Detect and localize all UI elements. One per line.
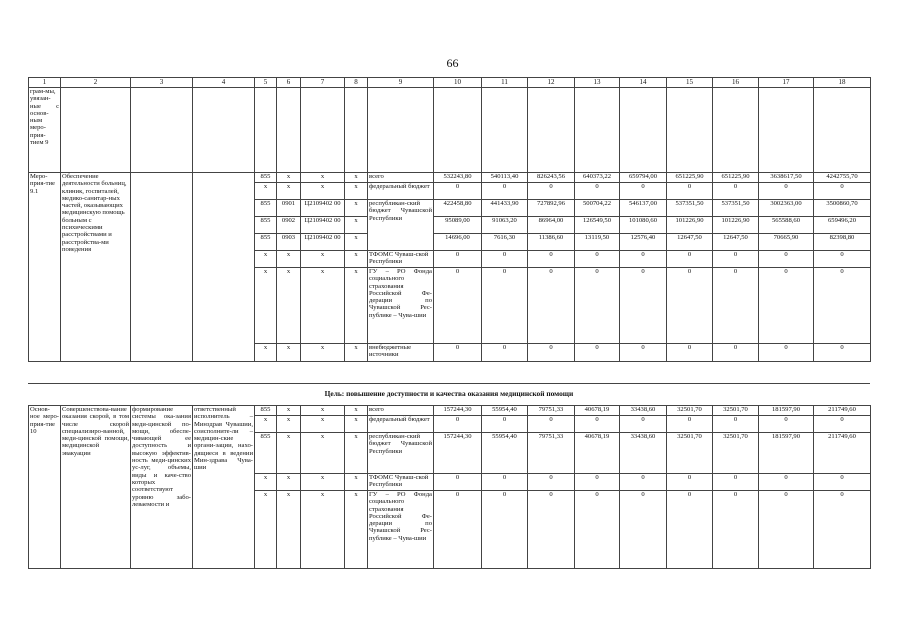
amount-cell: 0 xyxy=(528,474,575,491)
amount-cell: 0 xyxy=(575,268,620,344)
amount-cell: 0 xyxy=(713,416,759,433)
amount-cell: 11386,60 xyxy=(528,234,575,251)
amount-cell: 0 xyxy=(814,491,871,569)
col-num: 7 xyxy=(301,78,345,88)
expense-type-cell: х xyxy=(345,406,368,416)
funding-source: внебюджетные источники xyxy=(368,344,434,362)
amount-cell: 0 xyxy=(667,491,713,569)
expense-type-cell: х xyxy=(345,183,368,200)
event-description: Обеспечение деятельности больниц, клиник, госпиталей, медико-санитар-ных частей, оказывающих медицинскую помощь больным с психическими расстройствами и расстройства-ми поведения xyxy=(61,173,131,362)
amount-cell: 640373,22 xyxy=(575,173,620,183)
col-num: 5 xyxy=(255,78,277,88)
col-num: 11 xyxy=(482,78,528,88)
section-code-cell: 0902 xyxy=(277,217,301,234)
amount-cell: 0 xyxy=(713,268,759,344)
amount-cell: 0 xyxy=(528,268,575,344)
table-row xyxy=(29,173,871,183)
funding-source: ТФОМС Чуваш-ской Республики xyxy=(368,474,434,491)
amount-cell: 12647,50 xyxy=(713,234,759,251)
event-executors: ответственный исполнитель – Минздрав Чувашии, соисполните-ли – медицин-ские органи-зации, нахо-дящиеся в ведении Мин-здрава Чува-шии xyxy=(193,406,255,569)
budget-code-cell: 855 xyxy=(255,433,277,474)
amount-cell: 14696,00 xyxy=(434,234,482,251)
amount-cell: 0 xyxy=(528,251,575,268)
amount-cell: 0 xyxy=(759,251,814,268)
funding-source: федеральный бюджет xyxy=(368,183,434,200)
amount-cell: 0 xyxy=(482,251,528,268)
amount-cell: 0 xyxy=(759,416,814,433)
amount-cell: 13119,50 xyxy=(575,234,620,251)
amount-cell: 95089,00 xyxy=(434,217,482,234)
expense-type-cell: х xyxy=(345,251,368,268)
amount-cell: 91063,20 xyxy=(482,217,528,234)
amount-cell: 0 xyxy=(814,474,871,491)
goal-heading: Цель: повышение доступности и качества оказания медицинской помощи xyxy=(28,383,870,406)
target-article-cell: х xyxy=(301,416,345,433)
amount-cell: 0 xyxy=(434,416,482,433)
amount-cell: 0 xyxy=(434,251,482,268)
budget-code-cell: 855 xyxy=(255,173,277,183)
amount-cell: 540113,40 xyxy=(482,173,528,183)
amount-cell: 0 xyxy=(814,268,871,344)
funding-source: всего xyxy=(368,406,434,416)
amount-cell: 101080,60 xyxy=(620,217,667,234)
amount-cell: 565588,60 xyxy=(759,217,814,234)
expense-type-cell: х xyxy=(345,474,368,491)
section-code-cell: х xyxy=(277,183,301,200)
target-article-cell: х xyxy=(301,268,345,344)
amount-cell: 0 xyxy=(620,268,667,344)
col-num: 12 xyxy=(528,78,575,88)
expense-type-cell: х xyxy=(345,173,368,183)
section-code-cell: х xyxy=(277,251,301,268)
amount-cell: 55954,40 xyxy=(482,433,528,474)
event-code: Основ-ное меро-прия-тие 10 xyxy=(29,406,61,569)
amount-cell: 0 xyxy=(713,474,759,491)
amount-cell: 500704,22 xyxy=(575,200,620,217)
program-table-top xyxy=(28,77,871,362)
expense-type-cell: х xyxy=(345,433,368,474)
amount-cell: 0 xyxy=(482,491,528,569)
budget-code-cell: 855 xyxy=(255,217,277,234)
amount-cell: 0 xyxy=(434,183,482,200)
amount-cell: 651225,90 xyxy=(713,173,759,183)
budget-code-cell: 855 xyxy=(255,234,277,251)
amount-cell: 0 xyxy=(575,183,620,200)
amount-cell: 532243,80 xyxy=(434,173,482,183)
budget-code-cell: х xyxy=(255,183,277,200)
amount-cell: 0 xyxy=(482,344,528,362)
amount-cell: 0 xyxy=(667,183,713,200)
amount-cell: 181597,90 xyxy=(759,433,814,474)
expense-type-cell: х xyxy=(345,234,368,251)
amount-cell: 211749,60 xyxy=(814,406,871,416)
funding-source: всего xyxy=(368,173,434,183)
amount-cell: 40678,19 xyxy=(575,433,620,474)
target-article-cell: х xyxy=(301,173,345,183)
amount-cell: 32501,70 xyxy=(713,433,759,474)
amount-cell: 422458,80 xyxy=(434,200,482,217)
target-article-cell: х xyxy=(301,251,345,268)
amount-cell: 0 xyxy=(814,344,871,362)
section-code-cell: х xyxy=(277,173,301,183)
amount-cell: 0 xyxy=(575,251,620,268)
funding-source: республикан-ский бюджет Чувашской Республики xyxy=(368,433,434,474)
funding-source: ГУ – РО Фонда социального страхования Российской Фе-дерации по Чувашской Рес-публике – Чува-шии xyxy=(368,268,434,344)
expense-type-cell: х xyxy=(345,416,368,433)
section-code-cell: х xyxy=(277,433,301,474)
amount-cell: 0 xyxy=(434,491,482,569)
amount-cell: 0 xyxy=(713,183,759,200)
amount-cell: 0 xyxy=(434,344,482,362)
amount-cell: 79751,33 xyxy=(528,433,575,474)
budget-code-cell: х xyxy=(255,251,277,268)
budget-code-cell: 855 xyxy=(255,200,277,217)
amount-cell: 86964,00 xyxy=(528,217,575,234)
continuation-row xyxy=(29,88,871,173)
amount-cell: 181597,90 xyxy=(759,406,814,416)
amount-cell: 0 xyxy=(528,183,575,200)
expense-type-cell: х xyxy=(345,491,368,569)
amount-cell: 0 xyxy=(759,183,814,200)
budget-code-cell: х xyxy=(255,474,277,491)
amount-cell: 659794,00 xyxy=(620,173,667,183)
amount-cell: 101226,90 xyxy=(713,217,759,234)
budget-code-cell: 855 xyxy=(255,406,277,416)
amount-cell: 12647,50 xyxy=(667,234,713,251)
amount-cell: 4242755,70 xyxy=(814,173,871,183)
amount-cell: 0 xyxy=(482,183,528,200)
amount-cell: 82398,80 xyxy=(814,234,871,251)
amount-cell: 0 xyxy=(482,474,528,491)
amount-cell: 3638617,50 xyxy=(759,173,814,183)
amount-cell: 211749,60 xyxy=(814,433,871,474)
col-num: 8 xyxy=(345,78,368,88)
amount-cell: 0 xyxy=(434,474,482,491)
budget-code-cell: х xyxy=(255,268,277,344)
section-code-cell: х xyxy=(277,491,301,569)
funding-source: федеральный бюджет xyxy=(368,416,434,433)
section-code-cell: х xyxy=(277,416,301,433)
target-article-cell: х xyxy=(301,183,345,200)
target-article-cell: х xyxy=(301,474,345,491)
amount-cell: 0 xyxy=(713,251,759,268)
amount-cell: 0 xyxy=(434,268,482,344)
amount-cell: 0 xyxy=(667,344,713,362)
amount-cell: 0 xyxy=(620,474,667,491)
amount-cell: 126549,50 xyxy=(575,217,620,234)
page-number: 66 xyxy=(446,56,459,70)
col-num: 1 xyxy=(29,78,61,88)
amount-cell: 0 xyxy=(713,491,759,569)
amount-cell: 12576,40 xyxy=(620,234,667,251)
amount-cell: 0 xyxy=(713,344,759,362)
section-code-cell: 0901 xyxy=(277,200,301,217)
target-article-cell: Ц2109402 00 xyxy=(301,234,345,251)
target-article-cell: х xyxy=(301,433,345,474)
amount-cell: 0 xyxy=(528,491,575,569)
amount-cell: 0 xyxy=(814,416,871,433)
amount-cell: 0 xyxy=(620,251,667,268)
funding-source: ТФОМС Чуваш-ской Республики xyxy=(368,251,434,268)
amount-cell: 0 xyxy=(575,474,620,491)
event-expected-result: формирование системы ока-зания меди-цинской по-мощи, обеспе-чивающей ее доступность и высокую эффектив-ность меди-цинских ус-луг, объемы, виды и каче-ство которых соответствуют уровню забо-леваемости и xyxy=(131,406,193,569)
target-article-cell: Ц2109402 00 xyxy=(301,200,345,217)
budget-code-cell: х xyxy=(255,416,277,433)
amount-cell: 537351,50 xyxy=(713,200,759,217)
section-code-cell: х xyxy=(277,474,301,491)
amount-cell: 0 xyxy=(667,474,713,491)
amount-cell: 0 xyxy=(620,183,667,200)
target-article-cell: х xyxy=(301,406,345,416)
amount-cell: 0 xyxy=(620,491,667,569)
amount-cell: 826243,56 xyxy=(528,173,575,183)
amount-cell: 157244,30 xyxy=(434,433,482,474)
col-num: 15 xyxy=(667,78,713,88)
col-num: 6 xyxy=(277,78,301,88)
amount-cell: 0 xyxy=(667,416,713,433)
amount-cell: 0 xyxy=(528,344,575,362)
amount-cell: 101226,90 xyxy=(667,217,713,234)
section-code-cell: х xyxy=(277,268,301,344)
amount-cell: 157244,30 xyxy=(434,406,482,416)
col-num: 18 xyxy=(814,78,871,88)
amount-cell: 0 xyxy=(814,251,871,268)
amount-cell: 0 xyxy=(482,416,528,433)
col-num: 9 xyxy=(368,78,434,88)
col-num: 17 xyxy=(759,78,814,88)
amount-cell: 0 xyxy=(575,491,620,569)
amount-cell: 659496,20 xyxy=(814,217,871,234)
amount-cell: 0 xyxy=(528,416,575,433)
amount-cell: 441433,90 xyxy=(482,200,528,217)
column-number-row xyxy=(29,78,871,88)
amount-cell: 0 xyxy=(620,416,667,433)
amount-cell: 33438,60 xyxy=(620,406,667,416)
amount-cell: 7616,30 xyxy=(482,234,528,251)
amount-cell: 546137,00 xyxy=(620,200,667,217)
budget-code-cell: х xyxy=(255,344,277,362)
amount-cell: 0 xyxy=(482,268,528,344)
amount-cell: 0 xyxy=(759,491,814,569)
amount-cell: 0 xyxy=(667,268,713,344)
amount-cell: 0 xyxy=(575,344,620,362)
amount-cell: 651225,90 xyxy=(667,173,713,183)
table-row xyxy=(29,406,871,416)
continuation-text: грам-мы, увязан-ные с основ-ным меро-прия-тием 9 xyxy=(29,88,61,173)
target-article-cell: х xyxy=(301,344,345,362)
amount-cell: 32501,70 xyxy=(667,433,713,474)
amount-cell: 70665,90 xyxy=(759,234,814,251)
amount-cell: 0 xyxy=(759,474,814,491)
amount-cell: 3002363,00 xyxy=(759,200,814,217)
section-code-cell: х xyxy=(277,406,301,416)
col-num: 16 xyxy=(713,78,759,88)
col-num: 10 xyxy=(434,78,482,88)
target-article-cell: Ц2109402 00 xyxy=(301,217,345,234)
expense-type-cell: х xyxy=(345,268,368,344)
amount-cell: 3500860,70 xyxy=(814,200,871,217)
col-num: 2 xyxy=(61,78,131,88)
amount-cell: 40678,19 xyxy=(575,406,620,416)
budget-code-cell: х xyxy=(255,491,277,569)
amount-cell: 33438,60 xyxy=(620,433,667,474)
amount-cell: 0 xyxy=(575,416,620,433)
amount-cell: 32501,70 xyxy=(713,406,759,416)
target-article-cell: х xyxy=(301,491,345,569)
funding-source: республикан-ский бюджет Чувашской Республики xyxy=(368,200,434,251)
amount-cell: 32501,70 xyxy=(667,406,713,416)
amount-cell: 0 xyxy=(814,183,871,200)
amount-cell: 0 xyxy=(759,344,814,362)
expense-type-cell: х xyxy=(345,200,368,217)
program-table-bottom xyxy=(28,405,871,569)
amount-cell: 0 xyxy=(759,268,814,344)
col-num: 13 xyxy=(575,78,620,88)
col-num: 3 xyxy=(131,78,193,88)
expense-type-cell: х xyxy=(345,217,368,234)
col-num: 4 xyxy=(193,78,255,88)
amount-cell: 79751,33 xyxy=(528,406,575,416)
amount-cell: 0 xyxy=(667,251,713,268)
amount-cell: 55954,40 xyxy=(482,406,528,416)
event-description: Совершенствова-вание оказания скорой, в том числе скорой специализиро-ванной, меди-цинской помощи, медицинской эвакуации xyxy=(61,406,131,569)
section-code-cell: х xyxy=(277,344,301,362)
amount-cell: 537351,50 xyxy=(667,200,713,217)
col-num: 14 xyxy=(620,78,667,88)
section-code-cell: 0903 xyxy=(277,234,301,251)
amount-cell: 0 xyxy=(620,344,667,362)
event-code: Меро-прия-тие 9.1 xyxy=(29,173,61,362)
funding-source: ГУ – РО Фонда социального страхования Российской Фе-дерации по Чувашской Рес-публике – Чува-шии xyxy=(368,491,434,569)
amount-cell: 727892,96 xyxy=(528,200,575,217)
expense-type-cell: х xyxy=(345,344,368,362)
